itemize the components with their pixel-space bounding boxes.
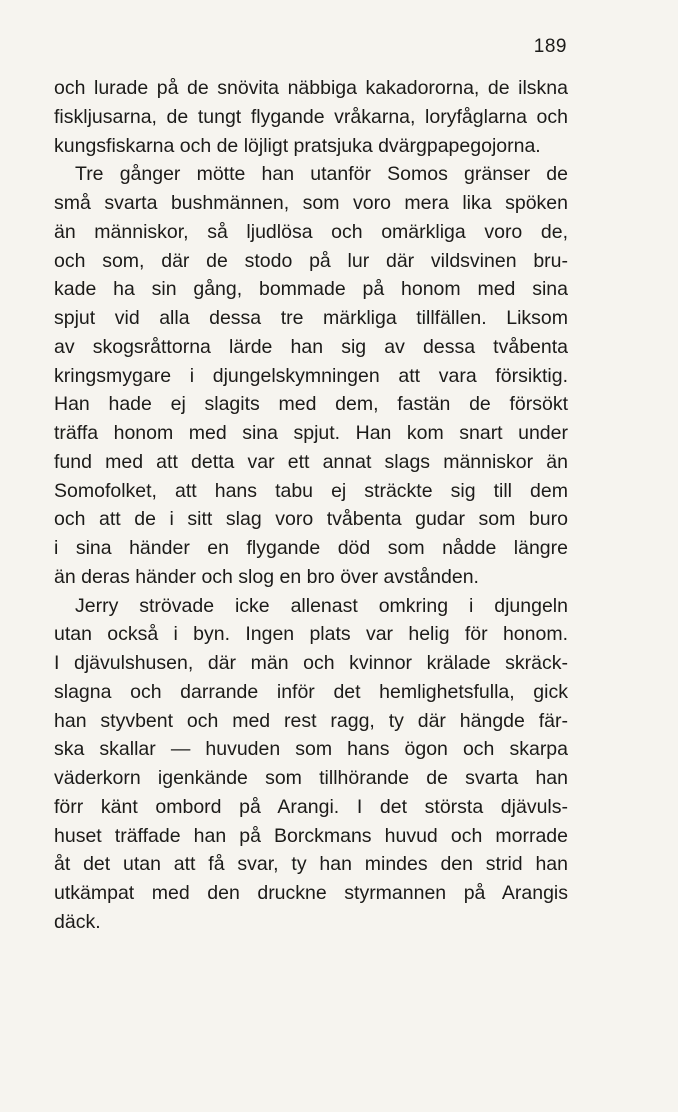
body-text [54, 74, 568, 937]
text-line: ska skallar — huvuden som hans ögon och skarpa [54, 738, 568, 761]
text-line: och att de i sitt slag voro tvåbenta gudar som buro [54, 508, 568, 531]
text-line: och lurade på de snövita näbbiga kakadororna, de ilskna [54, 77, 568, 99]
text-line: han styvbent och med rest ragg, ty där hängde fär- [54, 709, 568, 732]
text-line: fund med att detta var ett annat slags människor än [54, 450, 568, 473]
text-line: än människor, så ljudlösa och omärkliga voro de, [54, 220, 568, 243]
text-line: däck. [54, 910, 101, 933]
text-line: i sina händer en flygande död som nådde längre [54, 537, 568, 559]
text-line: fiskljusarna, de tungt flygande vråkarna, loryfåglarna och [54, 105, 568, 128]
text-line: kringsmygare i djungelskymningen att vara försiktig. [54, 364, 568, 387]
text-line: utkämpat med den druckne styrmannen på Arangis [54, 882, 568, 904]
text-line: av skogsråttorna lärde han sig av dessa tvåbenta [54, 335, 568, 358]
text-line: åt det utan att få svar, ty han mindes den strid han [54, 853, 568, 876]
page-number: 189 [533, 36, 567, 57]
text-line: kungsfiskarna och de löjligt pratsjuka dvärgpapegojorna. [54, 134, 541, 157]
text-line: kade ha sin gång, bommade på honom med sina [54, 278, 568, 301]
text-line: väderkorn igenkände som tillhörande de svarta han [54, 767, 568, 789]
text-line: utan också i byn. Ingen plats var helig för honom. [54, 623, 568, 646]
text-line: Somofolket, att hans tabu ej sträckte sig till dem [54, 479, 568, 502]
paragraph-start-line: Tre gånger mötte han utanför Somos gränser de [75, 163, 568, 186]
text-line: spjut vid alla dessa tre märkliga tillfällen. Liksom [54, 307, 568, 329]
text-line: Han hade ej slagits med dem, fastän de försökt [54, 393, 568, 416]
text-line: små svarta bushmännen, som voro mera lika spöken [54, 192, 568, 214]
text-line: huset träffade han på Borckmans huvud och morrade [54, 824, 568, 847]
paragraph-start-line: Jerry strövade icke allenast omkring i djungeln [75, 594, 568, 617]
text-line: och som, där de stodo på lur där vildsvinen bru- [54, 249, 568, 272]
text-line: än deras händer och slog en bro över avstånden. [54, 565, 479, 588]
text-line: slagna och darrande inför det hemlighetsfulla, gick [54, 680, 568, 703]
text-line: förr känt ombord på Arangi. I det största djävuls- [54, 795, 568, 818]
text-line: I djävulshusen, där män och kvinnor krälade skräck- [54, 652, 568, 674]
text-line: träffa honom med sina spjut. Han kom snart under [54, 422, 568, 444]
